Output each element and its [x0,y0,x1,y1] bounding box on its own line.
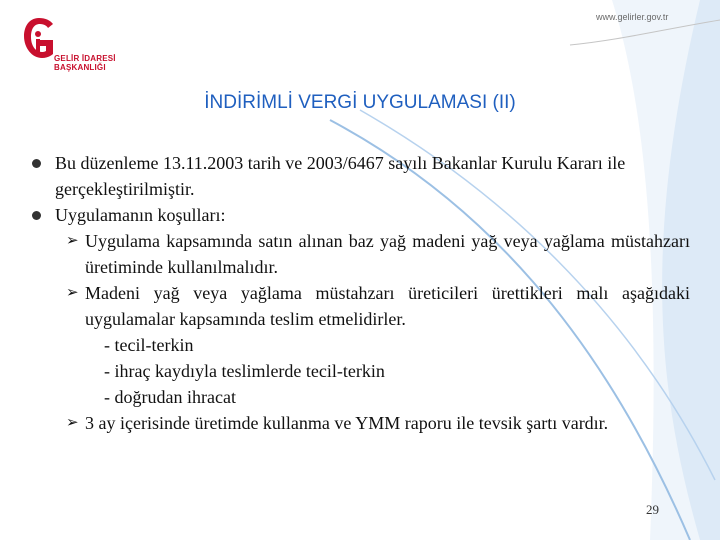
logo-icon [22,14,56,64]
bullet-text: Bu düzenleme 13.11.2003 tarih ve 2003/6467 sayılı Bakanlar Kurulu Kararı ile gerçekleştirilmiştir. [55,153,626,199]
arrow-bullet-icon: ➢ [66,285,79,301]
slide-content [30,150,690,436]
arrow-bullet-icon: ➢ [66,233,79,249]
dash-item: - doğrudan ihracat [104,387,236,407]
website-url: www.gelirler.gov.tr [596,12,669,22]
arrow-bullet-icon: ➢ [66,415,79,431]
sub-item-text: Madeni yağ veya yağlama müstahzarı üreticileri ürettikleri malı aşağıdaki uygulamalar kapsamında teslim etmelidirler. [85,283,690,329]
logo-text-line1: GELİR İDARESİ [54,54,116,63]
bullet-item [30,150,690,202]
page-number: 29 [646,502,659,517]
sub-item [60,280,690,332]
dash-item: - tecil-terkin [104,335,194,355]
logo-text-line2: BAŞKANLIĞI [54,63,106,72]
dash-item: - ihraç kaydıyla teslimlerde tecil-terkin [104,361,385,381]
sub-item [60,410,690,436]
bullet-dot-icon [32,159,41,168]
sub-item-text: Uygulama kapsamında satın alınan baz yağ madeni yağ veya yağlama müstahzarı üretiminde kullanılmalıdır. [85,231,690,277]
bullet-dot-icon [32,211,41,220]
bullet-text: Uygulamanın koşulları: [55,205,226,225]
slide-title: İNDİRİMLİ VERGİ UYGULAMASI (II) [204,92,516,113]
sub-item-text: 3 ay içerisinde üretimde kullanma ve YMM raporu ile tevsik şartı vardır. [85,413,609,433]
gelir-idaresi-logo [22,14,122,84]
sub-item [60,228,690,280]
bullet-item [30,202,690,228]
